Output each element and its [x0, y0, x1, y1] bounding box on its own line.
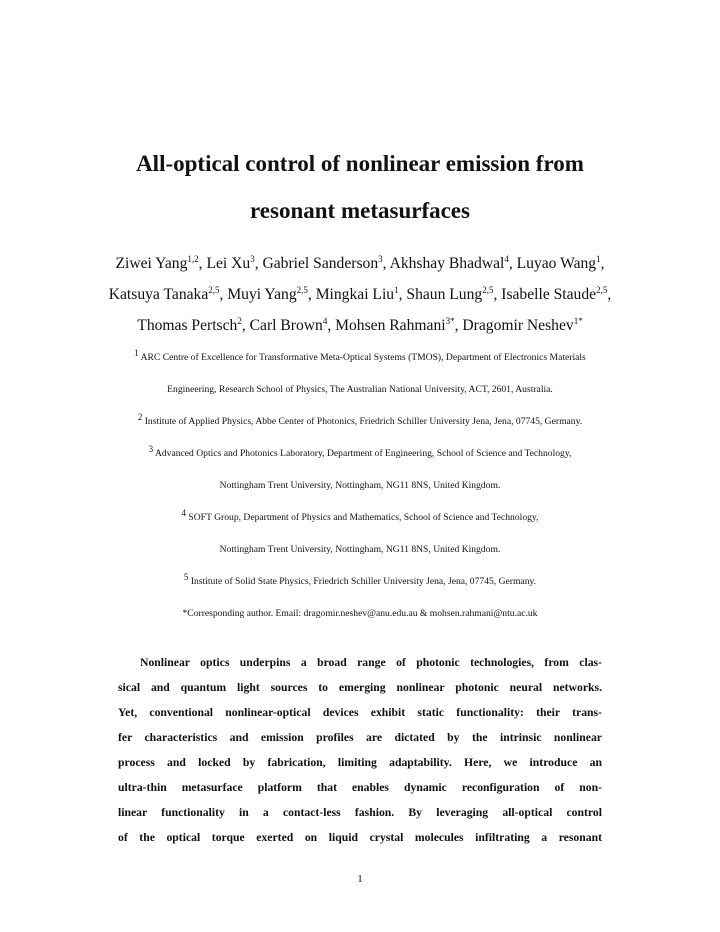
author-separator: ,	[254, 255, 263, 272]
affiliation-mark: 4	[181, 507, 187, 518]
author-affiliation-mark: 3	[378, 253, 383, 264]
author-separator: ,	[198, 255, 207, 272]
abstract-line: process and locked by fabrication, limiting adaptability. Here, we introduce an	[118, 756, 602, 769]
paper-title-line-2: resonant metasurfaces	[250, 198, 470, 223]
affiliation-3-line-2	[40, 479, 680, 492]
author-name: Mohsen Rahmani	[335, 317, 446, 334]
author-separator: ,	[607, 286, 612, 303]
author-separator: ,	[493, 286, 502, 303]
affiliation-4-line-2	[40, 543, 680, 556]
paper-title-line-1: All-optical control of nonlinear emission from	[136, 151, 584, 176]
affiliation-mark: 1	[134, 347, 139, 358]
author-affiliation-mark: 2,5	[596, 284, 608, 295]
author-line-2	[40, 285, 680, 305]
author-affiliation-mark: 2,5	[208, 284, 220, 295]
affiliation-mark: 2	[137, 411, 143, 422]
affiliation-1-line-1	[40, 347, 680, 364]
corresponding-author: *Corresponding author. Email: dragomir.neshev@anu.edu.au & mohsen.rahmani@ntu.ac.uk	[182, 608, 538, 619]
author-name: Dragomir Neshev	[462, 317, 574, 334]
affiliation-2	[40, 411, 680, 428]
author-name: Akhshay Bhadwal	[389, 255, 505, 272]
author-affiliation-mark: 2,5	[296, 284, 308, 295]
affiliation-text: Nottingham Trent University, Nottingham, NG11 8NS, United Kingdom.	[219, 544, 501, 555]
author-affiliation-mark: 1	[394, 284, 399, 295]
author-name: Mingkai Liu	[315, 286, 395, 303]
author-affiliation-mark: 4	[322, 315, 328, 326]
author-affiliation-mark: 4	[504, 253, 509, 264]
abstract-line: Nonlinear optics underpins a broad range of photonic technologies, from clas-	[140, 656, 602, 669]
author-affiliation-mark: 2	[237, 315, 242, 326]
affiliation-5	[40, 571, 680, 588]
author-name: Ziwei Yang	[115, 255, 188, 272]
author-separator: ,	[219, 286, 228, 303]
author-name: Lei Xu	[206, 255, 251, 272]
author-name: Isabelle Staude	[501, 286, 597, 303]
author-name: Shaun Lung	[406, 286, 483, 303]
author-affiliation-mark: 1	[596, 253, 601, 264]
affiliation-4-line-1	[40, 507, 680, 524]
affiliation-mark: 5	[183, 571, 189, 582]
page-number: 1	[357, 873, 363, 885]
author-affiliation-mark: 1,2	[187, 253, 199, 264]
abstract-line: of the optical torque exerted on liquid crystal molecules infiltrating a resonant	[118, 831, 602, 844]
affiliation-3-line-1	[40, 443, 680, 460]
author-name: Gabriel Sanderson	[262, 255, 379, 272]
affiliation-text: ARC Centre of Excellence for Transformative Meta-Optical Systems (TMOS), Department of Electronics Materials	[140, 352, 586, 363]
author-name: Luyao Wang	[516, 255, 597, 272]
abstract-line: fer characteristics and emission profiles are dictated by the intrinsic nonlinear	[118, 731, 602, 744]
abstract-line: Yet, conventional nonlinear-optical devices exhibit static functionality: their trans-	[118, 706, 602, 719]
author-separator: ,	[327, 317, 336, 334]
author-separator: ,	[600, 255, 605, 272]
author-separator: ,	[454, 317, 463, 334]
author-name: Thomas Pertsch	[137, 317, 238, 334]
affiliation-text: SOFT Group, Department of Physics and Mathematics, School of Science and Technology,	[188, 512, 539, 523]
author-separator: ,	[398, 286, 407, 303]
author-affiliation-mark: 2,5	[482, 284, 494, 295]
author-separator: ,	[241, 317, 250, 334]
affiliation-text: Institute of Solid State Physics, Friedrich Schiller University Jena, Jena, 07745, Germany.	[190, 576, 537, 587]
author-affiliation-mark: 1*	[573, 315, 583, 326]
affiliation-text: Engineering, Research School of Physics, The Australian National University, ACT, 2601, Australia.	[167, 384, 553, 395]
affiliation-1-line-2	[40, 383, 680, 396]
affiliation-text: Advanced Optics and Photonics Laboratory, Department of Engineering, School of Science and Technology,	[154, 448, 572, 459]
abstract-line: ultra-thin metasurface platform that enables dynamic reconfiguration of non-	[118, 781, 602, 794]
author-name: Muyi Yang	[227, 286, 297, 303]
author-line-3	[40, 316, 680, 336]
author-separator: ,	[382, 255, 390, 272]
abstract-line: sical and quantum light sources to emerging nonlinear photonic neural networks.	[118, 681, 602, 694]
affiliation-text: Institute of Applied Physics, Abbe Center of Photonics, Friedrich Schiller University Jena, Jena, 07745, Germany.	[144, 416, 583, 427]
abstract-line: linear functionality in a contact-less fashion. By leveraging all-optical control	[118, 806, 602, 819]
affiliation-text: Nottingham Trent University, Nottingham, NG11 8NS, United Kingdom.	[219, 480, 501, 491]
author-affiliation-mark: 3*	[445, 315, 455, 326]
author-affiliation-mark: 3	[250, 253, 255, 264]
affiliation-mark: 3	[148, 443, 154, 454]
author-line-1	[40, 254, 680, 274]
author-separator: ,	[307, 286, 316, 303]
author-separator: ,	[508, 255, 517, 272]
author-name: Carl Brown	[249, 317, 323, 334]
author-name: Katsuya Tanaka	[108, 286, 209, 303]
